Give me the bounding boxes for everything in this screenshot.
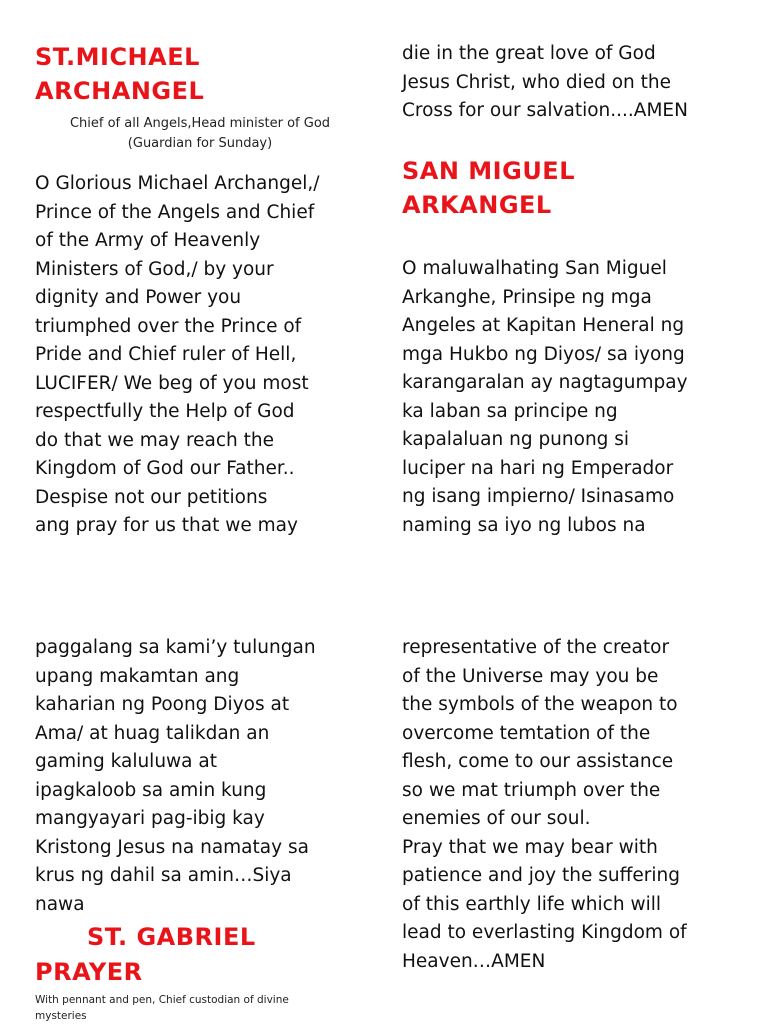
st-gabriel-prayer: representative of the creator of the Universe may you be the symbols of the weapon to overcome temtation of the flesh, come to our assistance so we mat triumph over the enemies of our soul. Pray that we may bear with patience and joy the suffering of this earthly life which will lead to everlasting Kingdom of Heaven…AMEN xyxy=(402,637,687,972)
st-gabriel-title-line1: ST. GABRIEL xyxy=(87,923,256,951)
st-michael-prayer: O Glorious Michael Archangel,/ Prince of the Angels and Chief of the Army of Heavenly Ministers of God,/ by your dignity and Power you triumphed over the Prince of Pride and Chief ruler of Hell, LUCIFER/ We beg of you most respectfully the Help of God do that we may reach the Kingdom of God our Father.. Despise not our petitions ang pray for us that we may xyxy=(35,173,320,536)
st-gabriel-title-line2: PRAYER xyxy=(35,958,143,986)
st-michael-title: ST.MICHAEL ARCHANGEL xyxy=(35,43,205,105)
san-miguel-title: SAN MIGUEL ARKANGEL xyxy=(402,157,575,219)
english-prayer-continuation: die in the great love of God Jesus Christ, who died on the Cross for our salvation....AMEN xyxy=(402,43,688,121)
st-michael-subtitle: Chief of all Angels,Head minister of God (Guardian for Sunday) xyxy=(69,116,331,151)
st-gabriel-caption: With pennant and pen, Chief custodian of divine mysteries xyxy=(35,994,289,1022)
tagalog-prayer-continuation: paggalang sa kami’y tulungan upang makamtan ang kaharian ng Poong Diyos at Ama/ at huag talikdan an gaming kaluluwa at ipagkaloob sa amin kung mangyayari pag-ibig kay Kristong Jesus na namatay sa krus ng dahil sa amin…Siya nawa xyxy=(35,637,316,915)
san-miguel-prayer: O maluwalhating San Miguel Arkanghe, Prinsipe ng mga Angeles at Kapitan Heneral ng mga Hukbo ng Diyos/ sa iyong karangaralan ay nagtagumpay ka laban sa principe ng kapalaluan ng punong si luciper na hari ng Emperador ng isang impierno/ Isinasamo naming sa iyo ng lubos na xyxy=(402,258,688,536)
